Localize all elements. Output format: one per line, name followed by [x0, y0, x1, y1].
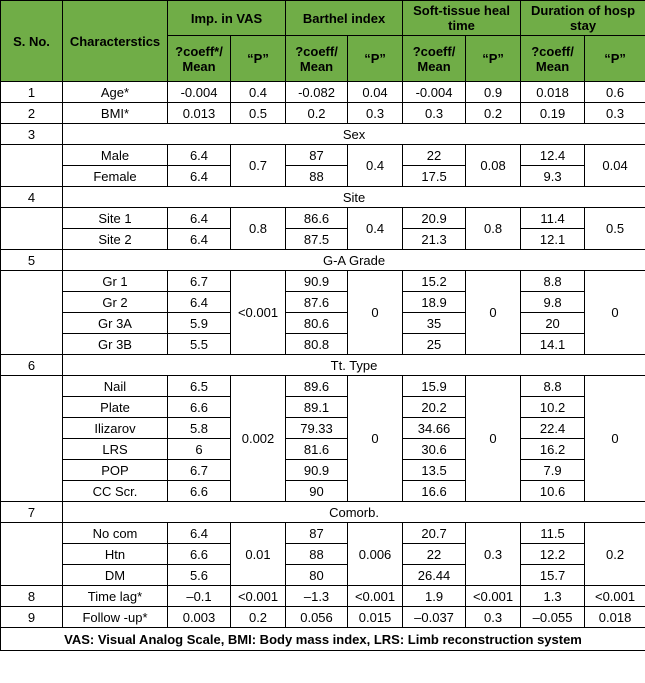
cell: 0.013: [168, 103, 231, 124]
cell: 0.19: [521, 103, 585, 124]
p-cell: 0.8: [466, 208, 521, 250]
cell: 87: [286, 523, 348, 544]
cell: 5.5: [168, 334, 231, 355]
table-row: [1, 229, 645, 250]
p-cell: <0.001: [231, 271, 286, 355]
cell: 9.8: [521, 292, 585, 313]
table-row: [1, 418, 645, 439]
cell: 0.9: [466, 82, 521, 103]
p-cell: 0: [585, 271, 645, 355]
cell: 20.7: [403, 523, 466, 544]
cell: 6.4: [168, 145, 231, 166]
row-label: Gr 1: [63, 271, 168, 292]
row-label: Site 2: [63, 229, 168, 250]
cell: 87.5: [286, 229, 348, 250]
cell: –0.1: [168, 586, 231, 607]
p-cell: 0.4: [348, 208, 403, 250]
dur-coeff-header: ?coeff/ Mean: [521, 36, 585, 82]
cell: 11.4: [521, 208, 585, 229]
row-number: 4: [1, 187, 63, 208]
row-number: 2: [1, 103, 63, 124]
section-row-site: [1, 187, 645, 208]
cell: <0.001: [231, 586, 286, 607]
cell: 0.3: [403, 103, 466, 124]
row-label: Time lag*: [63, 586, 168, 607]
vas-header: Imp. in VAS: [168, 1, 286, 36]
p-cell: 0: [585, 376, 645, 502]
cell: 0.015: [348, 607, 403, 628]
cell: 0.2: [466, 103, 521, 124]
soft-tissue-header: Soft-tissue heal time: [403, 1, 521, 36]
cell: 15.9: [403, 376, 466, 397]
cell: 0.6: [585, 82, 645, 103]
table-row-time-lag: [1, 586, 645, 607]
empty-cell: [1, 376, 63, 502]
cell: <0.001: [466, 586, 521, 607]
p-cell: 0.01: [231, 523, 286, 586]
cell: 35: [403, 313, 466, 334]
cell: 88: [286, 166, 348, 187]
cell: 6: [168, 439, 231, 460]
table-row: [1, 523, 645, 544]
cell: 21.3: [403, 229, 466, 250]
cell: 89.6: [286, 376, 348, 397]
cell: –0.037: [403, 607, 466, 628]
cell: 5.9: [168, 313, 231, 334]
row-label: LRS: [63, 439, 168, 460]
cell: 6.7: [168, 460, 231, 481]
p-cell: 0.04: [585, 145, 645, 187]
p-cell: 0.4: [348, 145, 403, 187]
cell: 80: [286, 565, 348, 586]
cell: 88: [286, 544, 348, 565]
p-cell: 0.2: [585, 523, 645, 586]
cell: 87.6: [286, 292, 348, 313]
cell: 89.1: [286, 397, 348, 418]
table-row: [1, 460, 645, 481]
cell: 6.6: [168, 397, 231, 418]
cell: 0.003: [168, 607, 231, 628]
cell: 8.8: [521, 271, 585, 292]
table-row-bmi: [1, 103, 645, 124]
p-cell: 0.7: [231, 145, 286, 187]
row-label: Female: [63, 166, 168, 187]
table-row: [1, 376, 645, 397]
row-label: Site 1: [63, 208, 168, 229]
cell: 14.1: [521, 334, 585, 355]
cell: 20.2: [403, 397, 466, 418]
cell: 0.04: [348, 82, 403, 103]
soft-coeff-header: ?coeff/ Mean: [403, 36, 466, 82]
cell: 0.2: [286, 103, 348, 124]
empty-cell: [1, 271, 63, 355]
cell: 13.5: [403, 460, 466, 481]
cell: 1.3: [521, 586, 585, 607]
row-label: Gr 3B: [63, 334, 168, 355]
cell: 11.5: [521, 523, 585, 544]
table-row: [1, 565, 645, 586]
table-row-follow-up: [1, 607, 645, 628]
cell: 0.018: [585, 607, 645, 628]
section-title: Comorb.: [63, 502, 645, 523]
characteristics-header: Characterstics: [63, 1, 168, 82]
table-row: [1, 145, 645, 166]
cell: 10.2: [521, 397, 585, 418]
cell: 12.2: [521, 544, 585, 565]
cell: 34.66: [403, 418, 466, 439]
p-cell: 0.006: [348, 523, 403, 586]
table-footnote: VAS: Visual Analog Scale, BMI: Body mass index, LRS: Limb reconstruction system: [1, 628, 645, 651]
cell: 16.2: [521, 439, 585, 460]
row-label: Age*: [63, 82, 168, 103]
cell: <0.001: [348, 586, 403, 607]
section-title: Tt. Type: [63, 355, 645, 376]
cell: 7.9: [521, 460, 585, 481]
barthel-header: Barthel index: [286, 1, 403, 36]
cell: 6.4: [168, 166, 231, 187]
cell: 26.44: [403, 565, 466, 586]
row-label: Plate: [63, 397, 168, 418]
cell: 80.8: [286, 334, 348, 355]
cell: 12.4: [521, 145, 585, 166]
header-row-1: [1, 1, 645, 36]
cell: -0.004: [403, 82, 466, 103]
cell: 20: [521, 313, 585, 334]
section-row-ga-grade: [1, 250, 645, 271]
cell: -0.082: [286, 82, 348, 103]
barthel-p-header: “P”: [348, 36, 403, 82]
soft-p-header: “P”: [466, 36, 521, 82]
section-title: G-A Grade: [63, 250, 645, 271]
cell: 15.7: [521, 565, 585, 586]
cell: 0.5: [231, 103, 286, 124]
cell: 6.6: [168, 544, 231, 565]
cell: 0.056: [286, 607, 348, 628]
row-label: Follow -up*: [63, 607, 168, 628]
cell: 79.33: [286, 418, 348, 439]
section-row-tt-type: [1, 355, 645, 376]
row-number: 3: [1, 124, 63, 145]
row-label: Htn: [63, 544, 168, 565]
cell: -0.004: [168, 82, 231, 103]
cell: 20.9: [403, 208, 466, 229]
table-row-age: [1, 82, 645, 103]
cell: 0.2: [231, 607, 286, 628]
row-number: 6: [1, 355, 63, 376]
cell: 6.4: [168, 292, 231, 313]
cell: 12.1: [521, 229, 585, 250]
duration-header: Duration of hosp stay: [521, 1, 645, 36]
cell: –0.055: [521, 607, 585, 628]
row-label: Nail: [63, 376, 168, 397]
cell: 6.4: [168, 229, 231, 250]
table-row: [1, 439, 645, 460]
cell: 10.6: [521, 481, 585, 502]
cell: 90.9: [286, 460, 348, 481]
cell: –1.3: [286, 586, 348, 607]
row-label: CC Scr.: [63, 481, 168, 502]
row-label: Gr 2: [63, 292, 168, 313]
cell: 0.3: [348, 103, 403, 124]
cell: 22.4: [521, 418, 585, 439]
row-label: Male: [63, 145, 168, 166]
row-number: 5: [1, 250, 63, 271]
cell: 90.9: [286, 271, 348, 292]
cell: 22: [403, 145, 466, 166]
footer-row: [1, 628, 645, 651]
table-row: [1, 544, 645, 565]
cell: 22: [403, 544, 466, 565]
cell: <0.001: [585, 586, 645, 607]
cell: 16.6: [403, 481, 466, 502]
vas-coeff-header: ?coeff*/ Mean: [168, 36, 231, 82]
p-cell: 0.08: [466, 145, 521, 187]
row-label: Ilizarov: [63, 418, 168, 439]
section-title: Sex: [63, 124, 645, 145]
empty-cell: [1, 523, 63, 586]
row-label: Gr 3A: [63, 313, 168, 334]
cell: 9.3: [521, 166, 585, 187]
cell: 8.8: [521, 376, 585, 397]
cell: 86.6: [286, 208, 348, 229]
cell: 81.6: [286, 439, 348, 460]
vas-p-header: “P”: [231, 36, 286, 82]
p-cell: 0.5: [585, 208, 645, 250]
row-number: 8: [1, 586, 63, 607]
row-number: 7: [1, 502, 63, 523]
empty-cell: [1, 208, 63, 250]
table-row: [1, 271, 645, 292]
p-cell: 0.8: [231, 208, 286, 250]
row-label: DM: [63, 565, 168, 586]
table-row: [1, 208, 645, 229]
p-cell: 0: [466, 376, 521, 502]
cell: 87: [286, 145, 348, 166]
cell: 5.6: [168, 565, 231, 586]
row-number: 9: [1, 607, 63, 628]
sno-header: S. No.: [1, 1, 63, 82]
cell: 30.6: [403, 439, 466, 460]
row-label: No com: [63, 523, 168, 544]
cell: 5.8: [168, 418, 231, 439]
section-title: Site: [63, 187, 645, 208]
table-row: [1, 481, 645, 502]
cell: 17.5: [403, 166, 466, 187]
cell: 6.4: [168, 208, 231, 229]
cell: 6.6: [168, 481, 231, 502]
cell: 1.9: [403, 586, 466, 607]
p-cell: 0: [466, 271, 521, 355]
row-number: 1: [1, 82, 63, 103]
cell: 25: [403, 334, 466, 355]
cell: 18.9: [403, 292, 466, 313]
p-cell: 0.3: [466, 523, 521, 586]
row-label: BMI*: [63, 103, 168, 124]
cell: 80.6: [286, 313, 348, 334]
p-cell: 0.002: [231, 376, 286, 502]
row-label: POP: [63, 460, 168, 481]
empty-cell: [1, 145, 63, 187]
table-row: [1, 313, 645, 334]
cell: 15.2: [403, 271, 466, 292]
cell: 6.5: [168, 376, 231, 397]
table-row: [1, 334, 645, 355]
cell: 0.4: [231, 82, 286, 103]
dur-p-header: “P”: [585, 36, 645, 82]
table-row: [1, 292, 645, 313]
section-row-comorb: [1, 502, 645, 523]
p-cell: 0: [348, 376, 403, 502]
cell: 6.7: [168, 271, 231, 292]
cell: 0.018: [521, 82, 585, 103]
p-cell: 0: [348, 271, 403, 355]
table-row: [1, 397, 645, 418]
cell: 90: [286, 481, 348, 502]
barthel-coeff-header: ?coeff/ Mean: [286, 36, 348, 82]
cell: 0.3: [466, 607, 521, 628]
section-row-sex: [1, 124, 645, 145]
cell: 0.3: [585, 103, 645, 124]
cell: 6.4: [168, 523, 231, 544]
table-row: [1, 166, 645, 187]
